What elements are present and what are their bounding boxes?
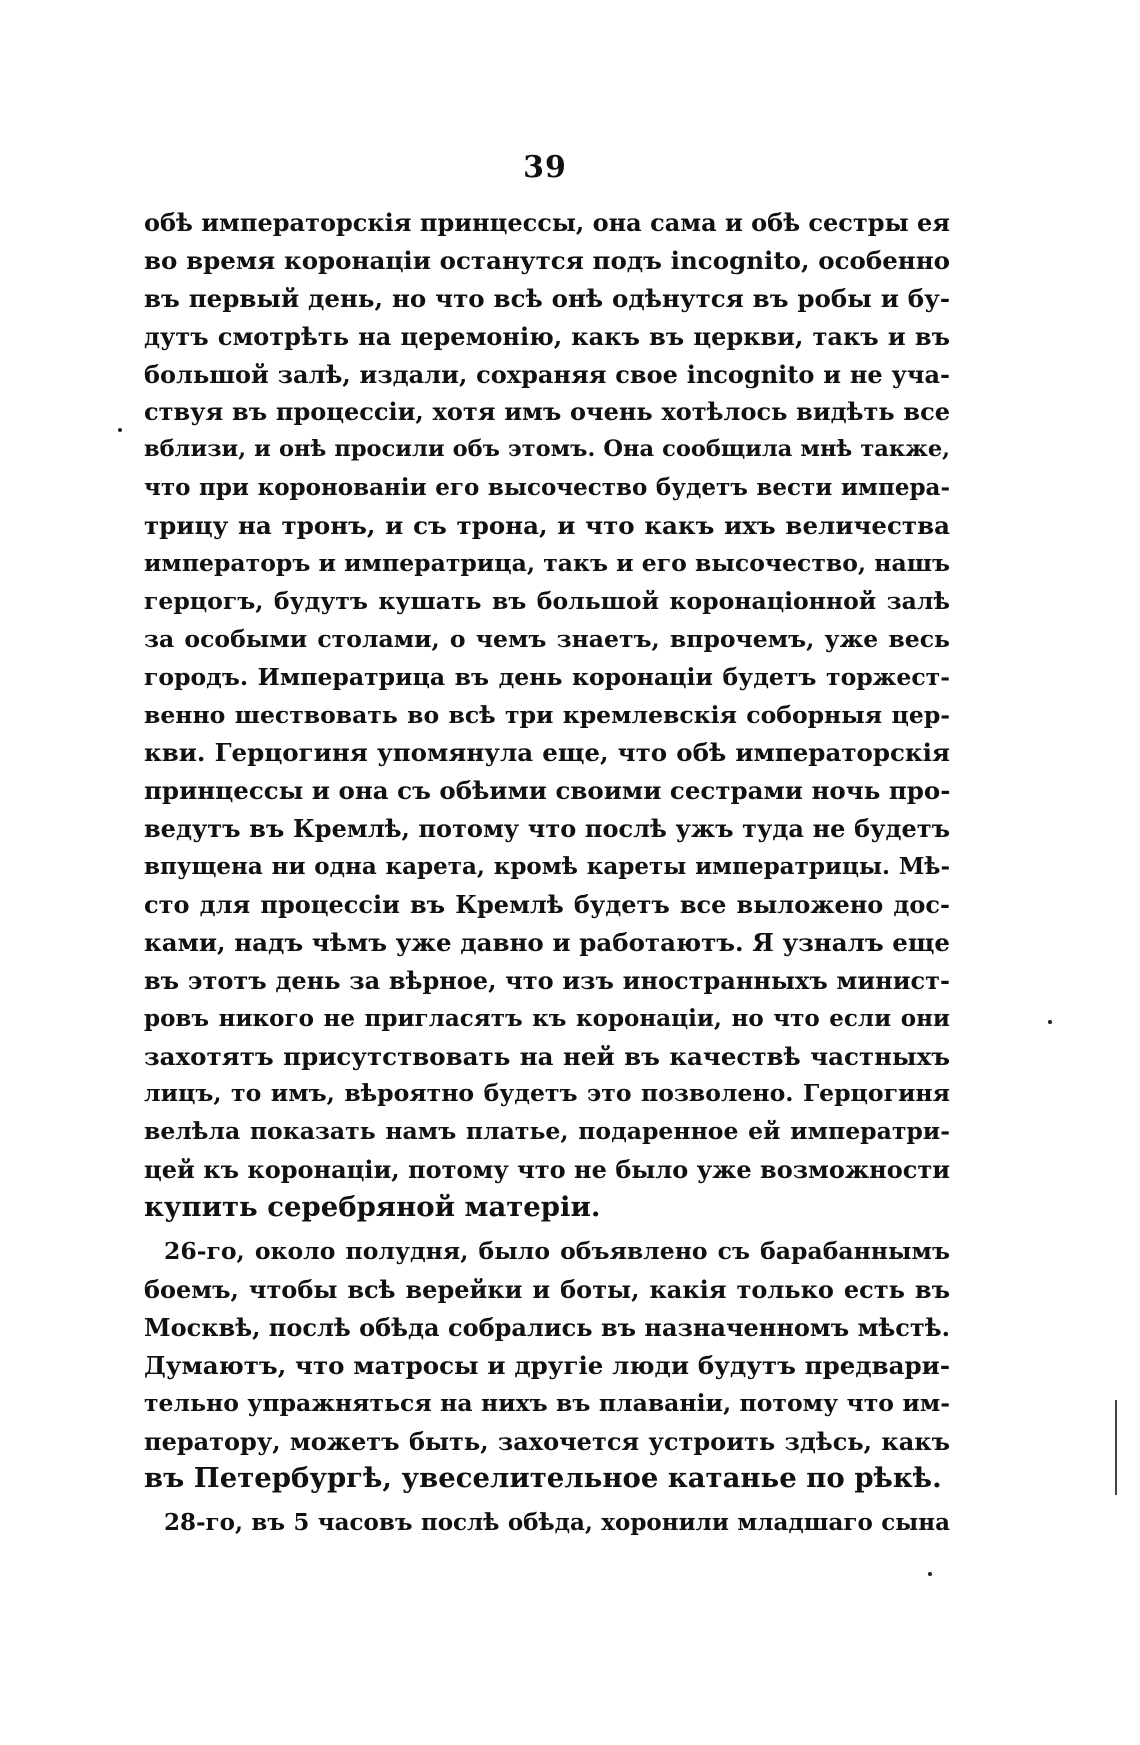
scan-speck — [928, 1572, 932, 1576]
text-line: 26-го, около полудня, было объявлено съ барабаннымъ — [164, 1237, 950, 1266]
text-line: цей къ коронаціи, потому что не было уже возможности — [144, 1155, 950, 1185]
text-line: лицъ, то имъ, вѣроятно будетъ это позволено. Герцогиня — [144, 1079, 950, 1108]
text-line: сто для процессіи въ Кремлѣ будетъ все выложено дос- — [144, 890, 950, 920]
text-line: во время коронаціи останутся подъ incognito, особенно — [144, 245, 950, 275]
body-text — [144, 204, 950, 1542]
paragraph-1 — [144, 204, 950, 1227]
scan-speck — [1048, 1020, 1052, 1024]
text-line: Думаютъ, что матросы и другіе люди будутъ предвари- — [144, 1350, 950, 1380]
scan-speck — [118, 428, 122, 432]
text-line: ператору, можетъ быть, захочется устроить здѣсь, какъ — [144, 1426, 950, 1456]
text-line: въ первый день, но что всѣ онѣ одѣнутся въ робы и бу- — [144, 283, 950, 313]
text-line: ствуя въ процессіи, хотя имъ очень хотѣлось видѣть все — [144, 397, 950, 427]
text-line: тельно упражняться на нихъ въ плаваніи, потому что им- — [144, 1388, 950, 1417]
text-line: венно шествовать во всѣ три кремлевскія соборныя цер- — [144, 700, 950, 729]
text-line: трицу на тронъ, и съ трона, и что какъ ихъ величества — [144, 511, 950, 541]
text-line: герцогъ, будутъ кушать въ большой коронаціонной залѣ — [144, 586, 950, 615]
paragraph-3 — [144, 1504, 950, 1542]
text-line: городъ. Императрица въ день коронаціи будетъ торжест- — [144, 662, 950, 691]
text-line: за особыми столами, о чемъ знаетъ, впрочемъ, уже весь — [144, 624, 950, 653]
text-line: купить серебряной матеріи. — [144, 1191, 601, 1224]
text-line: вблизи, и онѣ просили объ этомъ. Она сообщила мнѣ также, — [144, 436, 950, 463]
text-line: 28-го, въ 5 часовъ послѣ обѣда, хоронили младшаго сына — [164, 1509, 950, 1537]
text-line: боемъ, чтобы всѣ верейки и боты, какія только есть въ — [144, 1274, 950, 1304]
text-line: что при коронованіи его высочество будетъ вести импера- — [144, 474, 950, 502]
text-line: ровъ никого не пригласятъ къ коронаціи, но что если они — [144, 1004, 950, 1032]
text-line: ками, надъ чѣмъ уже давно и работаютъ. Я узналъ еще — [144, 927, 950, 957]
text-line: велѣла показать намъ платье, подаренное ей императри- — [144, 1117, 950, 1146]
text-line: большой залѣ, издали, сохраняя свое incognito и не уча- — [144, 359, 950, 389]
text-line: въ этотъ день за вѣрное, что изъ иностранныхъ минист- — [144, 965, 950, 995]
text-line: обѣ императорскія принцессы, она сама и обѣ сестры ея — [144, 208, 950, 237]
text-line: императоръ и императрица, такъ и его высочество, нашъ — [144, 549, 950, 578]
scan-edge-mark — [1115, 1400, 1117, 1495]
page-number: 39 — [523, 150, 567, 185]
text-line: захотятъ присутствовать на ней въ качествѣ частныхъ — [144, 1041, 950, 1071]
paragraph-2 — [144, 1233, 950, 1498]
text-line: ведутъ въ Кремлѣ, потому что послѣ ужъ туда не будетъ — [144, 814, 950, 844]
text-line: кви. Герцогиня упомянула еще, что обѣ императорскія — [144, 738, 950, 768]
text-line: Москвѣ, послѣ обѣда собрались въ назначенномъ мѣстѣ. — [144, 1312, 950, 1342]
text-line: въ Петербургѣ, увеселительное катанье по рѣкѣ. — [144, 1462, 942, 1495]
text-line: впущена ни одна карета, кромѣ кареты императрицы. Мѣ- — [144, 853, 950, 881]
text-line: дутъ смотрѣть на церемонію, какъ въ церкви, такъ и въ — [144, 321, 950, 351]
text-line: принцессы и она съ обѣими своими сестрами ночь про- — [144, 776, 951, 806]
